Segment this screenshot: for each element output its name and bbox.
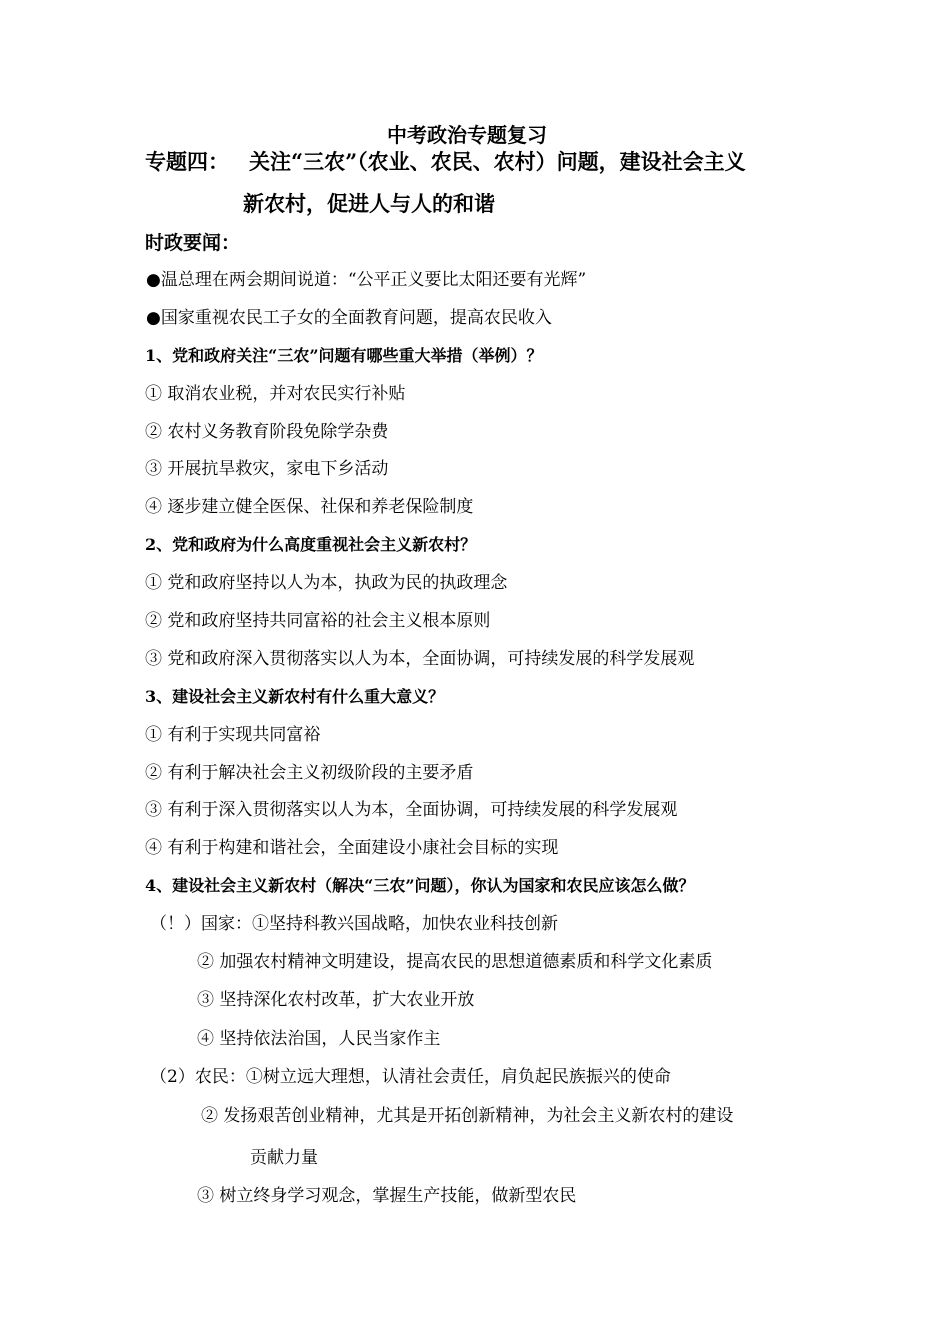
farmer-answer-item: ② 发扬艰苦创业精神，尤其是开拓创新精神，为社会主义新农村的建设 [201, 1106, 734, 1126]
question-1: 1、党和政府关注“三农”问题有哪些重大举措（举例）？ [145, 346, 543, 365]
question-2: 2、党和政府为什么高度重视社会主义新农村？ [145, 535, 477, 554]
subject-heading [145, 151, 746, 172]
answer-item: ③ 开展抗旱救灾，家电下乡活动 [145, 459, 389, 479]
answer-item: ① 党和政府坚持以人为本，执政为民的执政理念 [145, 573, 508, 593]
answer-item: ① 有利于实现共同富裕 [145, 725, 321, 745]
farmer-answer-continuation: 贡献力量 [250, 1148, 318, 1168]
question-3: 3、建设社会主义新农村有什么重大意义？ [145, 687, 445, 706]
answer-item: ② 农村义务教育阶段免除学杂费 [145, 422, 389, 442]
question-4: 4、建设社会主义新农村（解决“三农”问题），你认为国家和农民应该怎么做？ [145, 876, 695, 895]
news-item: ●国家重视农民工子女的全面教育问题，提高农民收入 [146, 308, 552, 328]
state-answer-item: ③ 坚持深化农村改革，扩大农业开放 [197, 990, 475, 1010]
subject-line-1: 关注“三农”（农业、农民、农村）问题，建设社会主义 [249, 149, 746, 174]
answer-item: ④ 有利于构建和谐社会，全面建设小康社会目标的实现 [145, 838, 559, 858]
subject-line-2: 新农村，促进人与人的和谐 [243, 191, 495, 216]
answer-item: ③ 有利于深入贯彻落实以人为本，全面协调，可持续发展的科学发展观 [145, 800, 678, 820]
document-title: 中考政治专题复习 [387, 123, 547, 147]
state-answer-item: ② 加强农村精神文明建设，提高农民的思想道德素质和科学文化素质 [197, 952, 713, 972]
state-answer-item: ④ 坚持依法治国，人民当家作主 [197, 1029, 441, 1049]
farmer-answer-item: （2）农民：①树立远大理想，认清社会责任，肩负起民族振兴的使命 [150, 1067, 671, 1087]
answer-item: ② 有利于解决社会主义初级阶段的主要矛盾 [145, 763, 474, 783]
state-answer-item: （！）国家：①坚持科教兴国战略，加快农业科技创新 [150, 914, 558, 934]
answer-item: ① 取消农业税，并对农民实行补贴 [145, 384, 406, 404]
answer-item: ③ 党和政府深入贯彻落实以人为本，全面协调，可持续发展的科学发展观 [145, 649, 695, 669]
farmer-answer-item: ③ 树立终身学习观念，掌握生产技能，做新型农民 [197, 1186, 577, 1206]
news-heading: 时政要闻： [145, 232, 241, 254]
answer-item: ④ 逐步建立健全医保、社保和养老保险制度 [145, 497, 474, 517]
news-item: ●温总理在两会期间说道：“公平正义要比太阳还要有光辉” [146, 270, 587, 290]
subject-prefix: 专题四： [145, 149, 229, 174]
answer-item: ② 党和政府坚持共同富裕的社会主义根本原则 [145, 611, 491, 631]
